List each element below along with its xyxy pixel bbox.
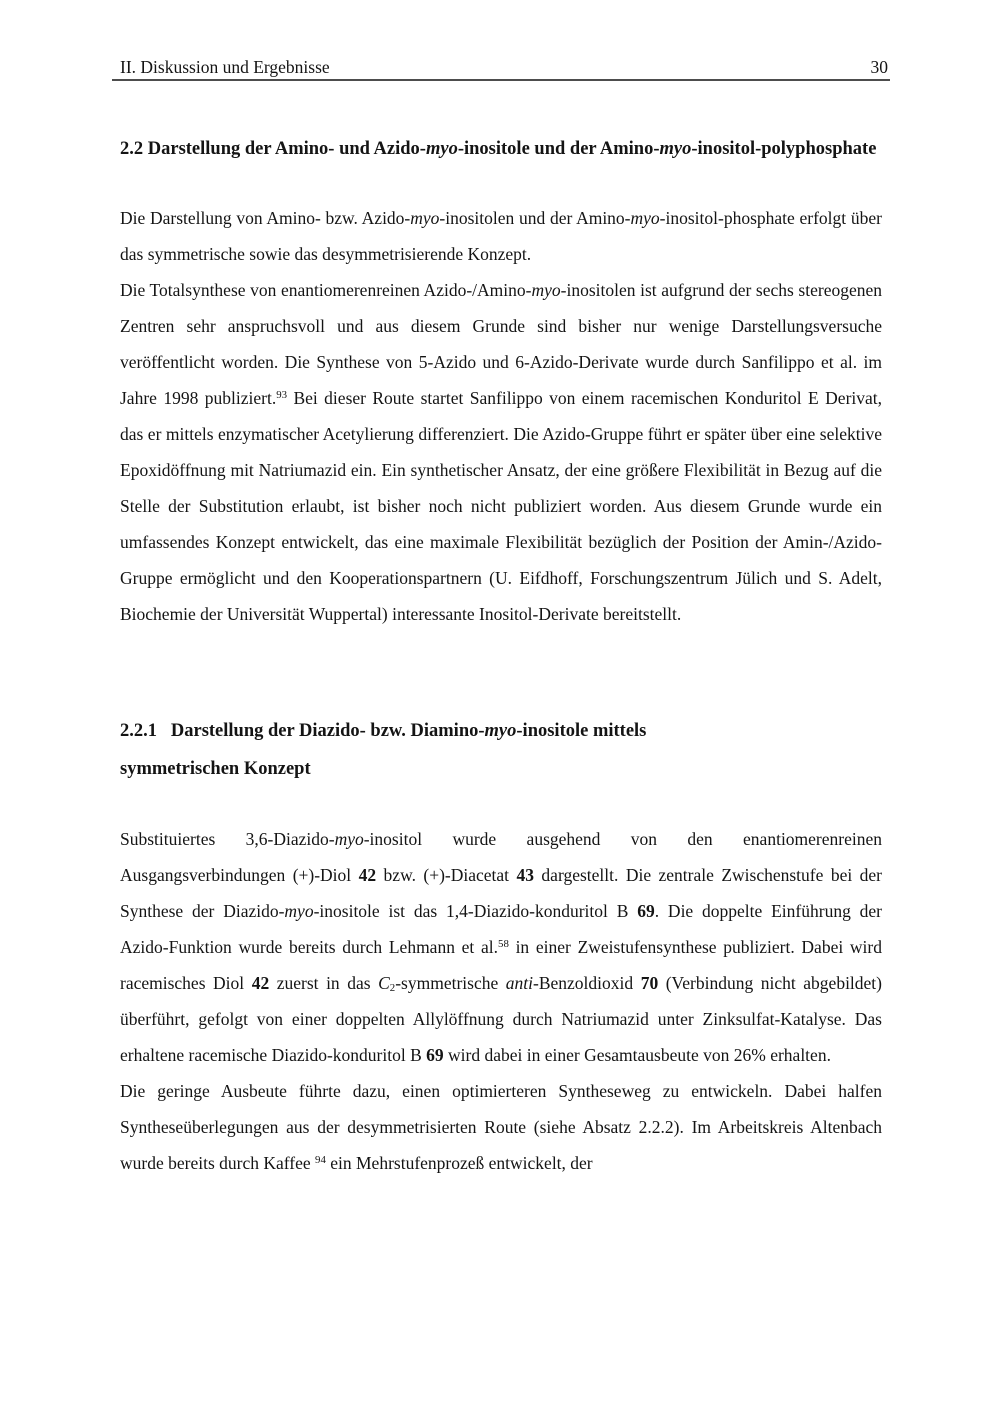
document-body <box>120 81 882 1181</box>
text-run: myo <box>410 208 440 228</box>
paragraph-optimierung <box>120 1073 882 1181</box>
text-run: 94 <box>315 1154 326 1167</box>
running-head: II. Diskussion und Ergebnisse <box>120 57 330 77</box>
text-run: myo <box>630 208 660 228</box>
text-run: -inositol wurde ausgehend von den enantiomerenreinen Ausgangsverbindungen (+)-Diol <box>120 829 883 885</box>
text-run: Die Darstellung von Amino- bzw. Azido- <box>120 208 411 228</box>
text-run: 2.2.1 Darstellung der Diazido- bzw. Diamino- <box>120 721 485 741</box>
text-run: 70 <box>640 973 659 993</box>
text-run: Die Totalsynthese von enantiomerenreinen Azido-/Amino- <box>120 280 532 300</box>
text-run: 69 <box>637 901 655 921</box>
paragraph-intro <box>120 200 882 272</box>
text-run: . Die doppelte Einführung der Azido-Funktion wurde bereits durch Lehmann et al. <box>120 901 882 957</box>
text-run: -inositole mittels <box>516 721 647 741</box>
text-run: 2.2 Darstellung der Amino- und Azido- <box>120 139 426 159</box>
text-run: -Benzoldioxid <box>533 973 641 993</box>
text-run: 93 <box>276 389 288 402</box>
text-run: C <box>378 973 390 993</box>
paragraph-totalsynthese <box>120 272 882 632</box>
text-run: bzw. (+)-Diacetat <box>376 865 517 885</box>
text-run: -inositol-phosphate erfolgt über das symmetrische sowie das desymmetrisierende Konzept. <box>120 208 882 264</box>
text-run: zuerst in das <box>269 973 379 993</box>
text-run: 43 <box>516 865 534 885</box>
text-run: in einer Zweistufensynthese publiziert. Dabei wird racemisches Diol <box>120 937 882 993</box>
text-run: symmetrischen Konzept <box>120 759 311 779</box>
text-run: 58 <box>498 938 509 951</box>
text-run: myo <box>531 280 561 300</box>
text-run: -inositole und der Amino- <box>457 139 660 159</box>
text-run: Substituiertes 3,6-Diazido- <box>120 829 335 849</box>
text-run: -symmetrische <box>395 973 506 993</box>
text-run: (Verbindung nicht abgebildet) überführt, gefolgt von einer doppelten Allylöffnung durch Natriumazid unter Zinksulfat-Katalyse. Das erhaltene racemische Diazido-konduritol B <box>120 973 882 1065</box>
page-number: 30 <box>870 57 888 77</box>
text-run: -inositol-polyphosphate <box>691 139 877 159</box>
section-heading-2-2 <box>120 130 882 168</box>
text-run: Die geringe Ausbeute führte dazu, einen optimierteren Syntheseweg zu entwickeln. Dabei halfen Syntheseüberlegungen aus der desymmetrisierten Route (siehe Absatz 2.2.2). Im Arbeitskreis Altenbach wurde bereits durch Kaffee <box>120 1081 882 1173</box>
text-run: -inositole ist das 1,4-Diazido-konduritol B <box>313 901 638 921</box>
text-run: 42 <box>358 865 377 885</box>
text-run: myo <box>425 139 458 159</box>
paragraph-diazido-synthese <box>120 821 882 1073</box>
text-run: 69 <box>426 1045 444 1065</box>
text-run: anti <box>505 973 534 993</box>
text-run: dargestellt. Die zentrale Zwischenstufe bei der Synthese der Diazido- <box>120 865 882 921</box>
text-run: myo <box>334 829 364 849</box>
text-run: ein Mehrstufenprozeß entwickelt, der <box>325 1153 593 1173</box>
text-run: myo <box>659 139 692 159</box>
text-run: Bei dieser Route startet Sanfilippo von einem racemischen Konduritol E Derivat, das er mittels enzymatischer Acetylierung differenziert. Die Azido-Gruppe führt er später über eine selektive Epoxidöffnung mit Natriumazid ein. Ein synthetischer Ansatz, der eine größere Flexibilität in Bezug auf die Stelle der Substitution erlaubt, ist bisher noch nicht publiziert worden. Aus diesem Grunde wurde ein umfassendes Konzept entwickelt, das eine maximale Flexibilität bezüglich der Position der Amin-/Azido-Gruppe ermöglicht und den Kooperationspartnern (U. Eifdhoff, Forschungszentrum Jülich und S. Adelt, Biochemie der Universität Wuppertal) interessante Inositol-Derivate bereitstellt. <box>120 388 883 624</box>
text-run: wird dabei in einer Gesamtausbeute von 26% erhalten. <box>443 1045 831 1065</box>
text-run: 2 <box>389 982 396 995</box>
text-run: -inositolen ist aufgrund der sechs stereogenen Zentren sehr anspruchsvoll und aus diesem Grunde sind bisher nur wenige Darstellungsversuche veröffentlicht worden. Die Synthese von 5-Azido und 6-Azido-Derivate wurde durch Sanfilippo et al. im Jahre 1998 publiziert. <box>120 280 882 408</box>
text-run: 42 <box>251 973 270 993</box>
page-header <box>112 57 890 81</box>
text-run: -inositolen und der Amino- <box>439 208 631 228</box>
text-run: myo <box>484 721 517 741</box>
subsection-heading-2-2-1 <box>120 712 882 788</box>
text-run: myo <box>284 901 314 921</box>
